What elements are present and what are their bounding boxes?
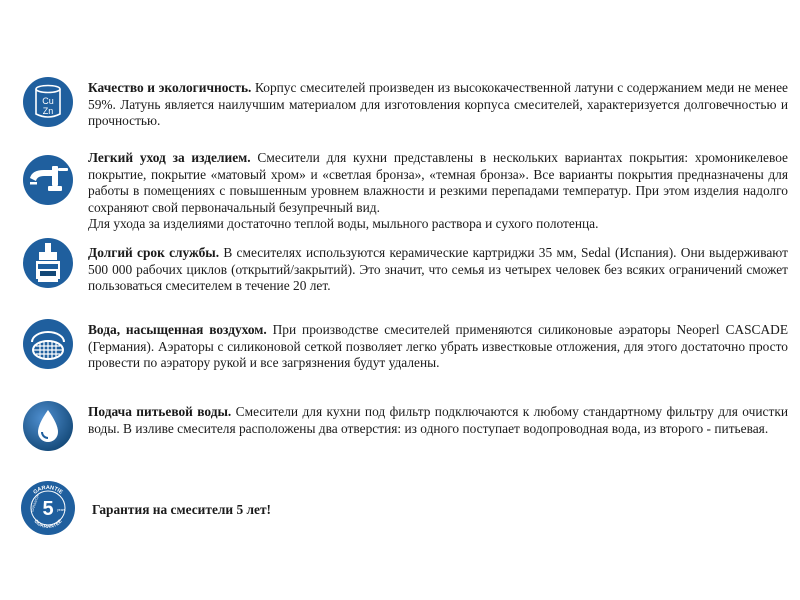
svg-text:GUARANTEE: GUARANTEE bbox=[32, 518, 64, 531]
feature-text bbox=[88, 404, 788, 437]
feature-title: Подача питьевой воды. bbox=[88, 404, 232, 419]
feature-body: Смесители для кухни представлены в нескольких вариантах покрытия: хромоникелевое покрытие, покрытие «матовый хром» и «светлая бронза», «темная бронза». Все варианты покрытия предназначены для работы в помещениях с повышенным уровнем влажности и резкими перепадами температур. При этом изделия надолго сохраняют свой первоначальный безупречный вид. bbox=[88, 150, 788, 215]
feature-body: Корпус смесителей произведен из высококачественной латуни с содержанием меди не менее 59%. Латунь является наилучшим материалом для изготовления корпуса смесителей, характеризуется долговечностью и прочностью. bbox=[88, 80, 788, 129]
svg-text:Cu: Cu bbox=[42, 96, 54, 106]
aerator-icon bbox=[22, 318, 74, 370]
feature-text bbox=[88, 322, 788, 372]
ceramic-cartridge-icon bbox=[22, 237, 74, 289]
feature-title: Качество и экологичность. bbox=[88, 80, 252, 95]
faucet-icon bbox=[22, 154, 74, 206]
feature-body: При производстве смесителей применяются силиконовые аэраторы Neoperl CASCADE (Германия). Аэраторы с силиконовой сеткой позволяет легко убрать известковые отложения, для этого достаточно просто провести по аэратору рукой и все загрязнения будут удалены. bbox=[88, 322, 788, 371]
water-drop-icon bbox=[22, 400, 74, 452]
svg-text:GARANTIE: GARANTIE bbox=[32, 484, 64, 496]
cu-zn-brass-icon bbox=[22, 76, 74, 128]
guarantee-number: 5 bbox=[42, 498, 54, 520]
feature-text bbox=[88, 150, 788, 233]
feature-text bbox=[88, 245, 788, 295]
svg-text:years: years bbox=[57, 508, 66, 512]
feature-extra: Для ухода за изделиями достаточно теплой воды, мыльного раствора и сухого полотенца. bbox=[88, 216, 599, 232]
feature-title: Легкий уход за изделием. bbox=[88, 150, 251, 165]
svg-text:Zn: Zn bbox=[42, 106, 54, 116]
guarantee-text: Гарантия на смесители 5 лет! bbox=[92, 502, 272, 517]
feature-body: В смесителях используются керамические картриджи 35 мм, Sedal (Испания). Они выдерживают 500 000 рабочих циклов (открытий/закрытий). Это значит, что семья из четырех человек без всяких ограничений сможет пользоваться смесителем в течение 20 лет. bbox=[88, 245, 788, 294]
feature-title: Долгий срок службы. bbox=[88, 245, 220, 260]
feature-title: Вода, насыщенная воздухом. bbox=[88, 322, 267, 337]
feature-text bbox=[88, 80, 788, 130]
svg-text:GARANTÍA: GARANTÍA bbox=[30, 494, 41, 513]
feature-body: Смесители для кухни под фильтр подключаются к любому стандартному фильтру для очистки воды. В изливе смесителя расположены два отверстия: из одного поступает водопроводная вода, из второго - питьевая. bbox=[88, 404, 788, 436]
guarantee-badge-icon bbox=[20, 480, 76, 536]
